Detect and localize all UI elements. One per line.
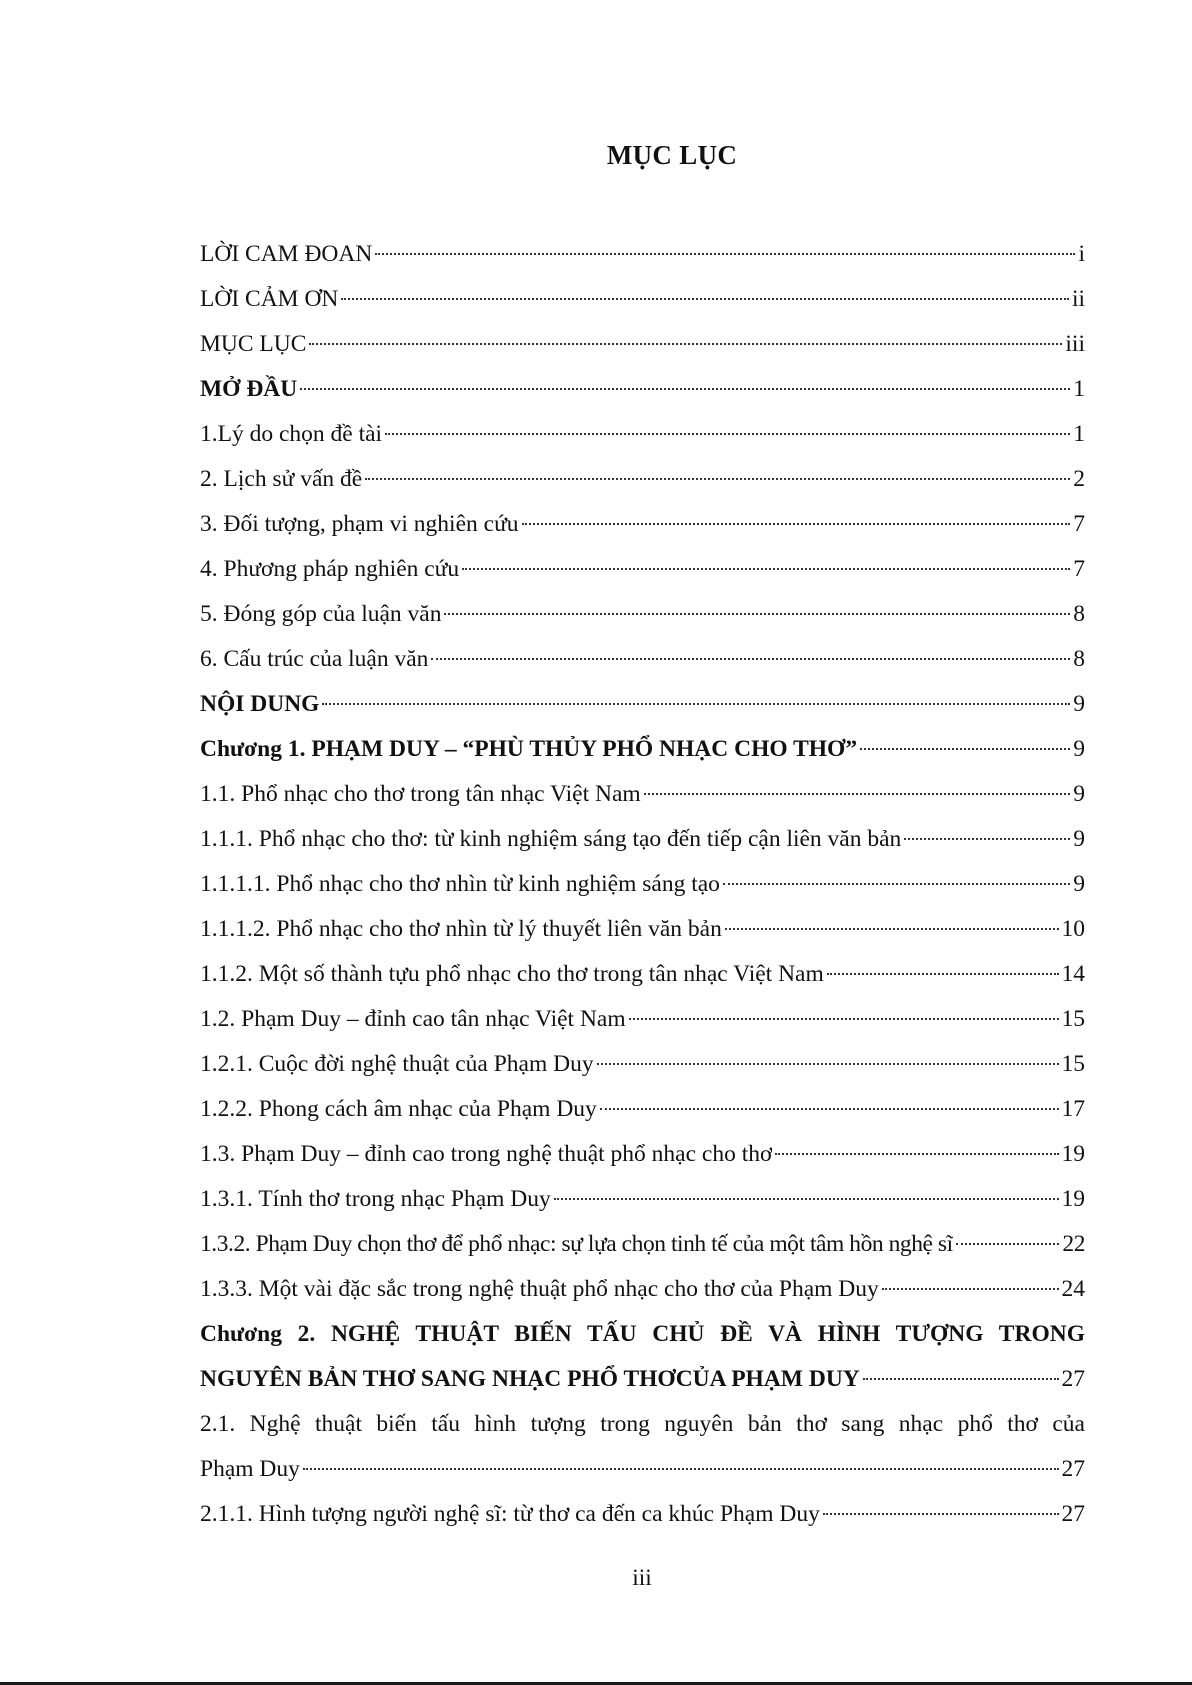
toc-entry-label: MỞ ĐẦU	[200, 376, 298, 402]
dot-leader	[629, 1018, 1059, 1020]
table-of-contents	[200, 232, 1085, 1537]
toc-entry-label: 1.3.1. Tính thơ trong nhạc Phạm Duy	[200, 1186, 551, 1212]
toc-entry	[200, 277, 1085, 322]
toc-entry-label: 6. Cấu trúc của luận văn	[200, 646, 429, 672]
toc-entry-page: 14	[1061, 961, 1085, 987]
dot-leader	[725, 928, 1059, 930]
toc-entry-label: 1.3. Phạm Duy – đỉnh cao trong nghệ thuật phổ nhạc cho thơ	[200, 1141, 773, 1167]
toc-entry-page: ii	[1071, 286, 1085, 312]
dot-leader	[365, 478, 1070, 480]
toc-entry-page: 27	[1061, 1366, 1085, 1392]
toc-entry-label: NỘI DUNG	[200, 691, 320, 717]
toc-entry-label: LỜI CAM ĐOAN	[200, 241, 373, 267]
toc-entry-page: 9	[1073, 826, 1085, 852]
toc-entry	[200, 592, 1085, 637]
toc-entry	[200, 682, 1085, 727]
dot-leader	[860, 748, 1070, 750]
toc-entry-label: 1.1.1.2. Phổ nhạc cho thơ nhìn từ lý thuyết liên văn bản	[200, 916, 722, 942]
toc-entry-page: 19	[1061, 1141, 1085, 1167]
dot-leader	[385, 433, 1070, 435]
toc-entry-page: i	[1078, 241, 1085, 267]
toc-entry-page: 7	[1073, 556, 1085, 582]
dot-leader	[341, 298, 1069, 300]
toc-entry-label: 1.1.1. Phổ nhạc cho thơ: từ kinh nghiệm sáng tạo đến tiếp cận liên văn bản	[200, 826, 902, 852]
toc-entry	[200, 727, 1085, 772]
dot-leader	[554, 1198, 1059, 1200]
toc-entry-label: 3. Đối tượng, phạm vi nghiên cứu	[200, 511, 519, 537]
dot-leader	[827, 973, 1059, 975]
toc-entry-page: 8	[1073, 646, 1085, 672]
toc-entry	[200, 1492, 1085, 1537]
toc-entry	[200, 1357, 1085, 1402]
dot-leader	[444, 613, 1070, 615]
toc-entry	[200, 547, 1085, 592]
dot-leader	[300, 388, 1070, 390]
toc-entry	[200, 502, 1085, 547]
toc-entry-page: 9	[1073, 736, 1085, 762]
dot-leader	[597, 1063, 1059, 1065]
toc-entry-page: 8	[1073, 601, 1085, 627]
dot-leader	[309, 343, 1062, 345]
toc-entry	[200, 817, 1085, 862]
toc-entry-label: Chương 1. PHẠM DUY – “PHÙ THỦY PHỔ NHẠC CHO THƠ”	[200, 736, 858, 762]
chapter-2-heading-line-1: Chương 2. NGHỆ THUẬT BIẾN TẤU CHỦ ĐỀ VÀ HÌNH TƯỢNG TRONG	[200, 1321, 1085, 1347]
toc-entry	[200, 772, 1085, 817]
toc-entry	[200, 232, 1085, 277]
toc-entry	[200, 367, 1085, 412]
page-number: iii	[632, 1565, 652, 1591]
toc-entry-page: 17	[1061, 1096, 1085, 1122]
dot-leader	[823, 1513, 1059, 1515]
toc-entry-page: 10	[1061, 916, 1085, 942]
dot-leader	[956, 1243, 1060, 1245]
toc-entry	[200, 1267, 1085, 1312]
dot-leader	[723, 883, 1070, 885]
toc-entry	[200, 1042, 1085, 1087]
toc-entry-label: 1.Lý do chọn đề tài	[200, 421, 383, 447]
toc-entry-page: 19	[1061, 1186, 1085, 1212]
dot-leader	[775, 1153, 1058, 1155]
toc-entry	[200, 997, 1085, 1042]
toc-entry-page: 9	[1073, 691, 1085, 717]
toc-entry-label: 1.2. Phạm Duy – đỉnh cao tân nhạc Việt Nam	[200, 1006, 626, 1032]
dot-leader	[322, 703, 1070, 705]
toc-entry	[200, 1132, 1085, 1177]
toc-entry	[200, 1177, 1085, 1222]
toc-entry	[200, 1222, 1085, 1267]
toc-entry	[200, 952, 1085, 997]
toc-entry-label: 1.1.2. Một số thành tựu phổ nhạc cho thơ trong tân nhạc Việt Nam	[200, 961, 824, 987]
toc-entry-label: LỜI CẢM ƠN	[200, 286, 339, 312]
section-2-1-line-1: 2.1. Nghệ thuật biến tấu hình tượng trong nguyên bản thơ sang nhạc phổ thơ của	[200, 1411, 1085, 1437]
toc-entry	[200, 1087, 1085, 1132]
toc-entry-label: MỤC LỤC	[200, 331, 307, 357]
toc-entry-page: 9	[1073, 871, 1085, 897]
dot-leader	[863, 1378, 1059, 1380]
dot-leader	[303, 1468, 1059, 1470]
toc-entry	[200, 862, 1085, 907]
toc-entry-label: 1.1.1.1. Phổ nhạc cho thơ nhìn từ kinh nghiệm sáng tạo	[200, 871, 720, 897]
dot-leader	[431, 658, 1070, 660]
toc-title: MỤC LỤC	[606, 140, 738, 170]
toc-entry-label: 1.3.2. Phạm Duy chọn thơ để phổ nhạc: sự lựa chọn tinh tế của một tâm hồn nghệ sĩ	[200, 1231, 953, 1257]
toc-entry-page: 7	[1073, 511, 1085, 537]
chapter-2-heading-line-2: NGUYÊN BẢN THƠ SANG NHẠC PHỔ THƠCỦA PHẠM DUY	[200, 1366, 860, 1392]
toc-entry-label: 2.1.1. Hình tượng người nghệ sĩ: từ thơ ca đến ca khúc Phạm Duy	[200, 1501, 820, 1527]
dot-leader	[600, 1108, 1059, 1110]
toc-entry-label: 1.2.2. Phong cách âm nhạc của Phạm Duy	[200, 1096, 597, 1122]
toc-entry	[200, 907, 1085, 952]
toc-entry-page: 1	[1073, 421, 1085, 447]
toc-entry-page: 15	[1061, 1051, 1085, 1077]
toc-entry-page: 27	[1061, 1501, 1085, 1527]
toc-entry-label: 4. Phương pháp nghiên cứu	[200, 556, 460, 582]
toc-entry-page: 2	[1073, 466, 1085, 492]
dot-leader	[882, 1288, 1059, 1290]
toc-entry-page: 15	[1061, 1006, 1085, 1032]
toc-entry	[200, 322, 1085, 367]
toc-entry-page: iii	[1065, 331, 1085, 357]
toc-entry	[200, 637, 1085, 682]
toc-entry	[200, 412, 1085, 457]
toc-entry-page: 22	[1062, 1231, 1085, 1257]
dot-leader	[644, 793, 1071, 795]
toc-entry-page: 9	[1073, 781, 1085, 807]
toc-entry	[200, 1447, 1085, 1492]
toc-entry	[200, 457, 1085, 502]
dot-leader	[462, 568, 1070, 570]
toc-entry-label: 1.2.1. Cuộc đời nghệ thuật của Phạm Duy	[200, 1051, 594, 1077]
toc-entry-label: 1.3.3. Một vài đặc sắc trong nghệ thuật phổ nhạc cho thơ của Phạm Duy	[200, 1276, 879, 1302]
dot-leader	[522, 523, 1071, 525]
dot-leader	[904, 838, 1070, 840]
toc-entry-page: 24	[1061, 1276, 1085, 1302]
toc-entry-page: 27	[1061, 1456, 1085, 1482]
toc-entry-label: 5. Đóng góp của luận văn	[200, 601, 442, 627]
toc-entry-label: 2. Lịch sử vấn đề	[200, 466, 363, 492]
toc-entry-label: 1.1. Phổ nhạc cho thơ trong tân nhạc Việt Nam	[200, 781, 641, 807]
dot-leader	[375, 253, 1075, 255]
section-2-1-line-2: Phạm Duy	[200, 1456, 300, 1482]
toc-entry-page: 1	[1073, 376, 1085, 402]
